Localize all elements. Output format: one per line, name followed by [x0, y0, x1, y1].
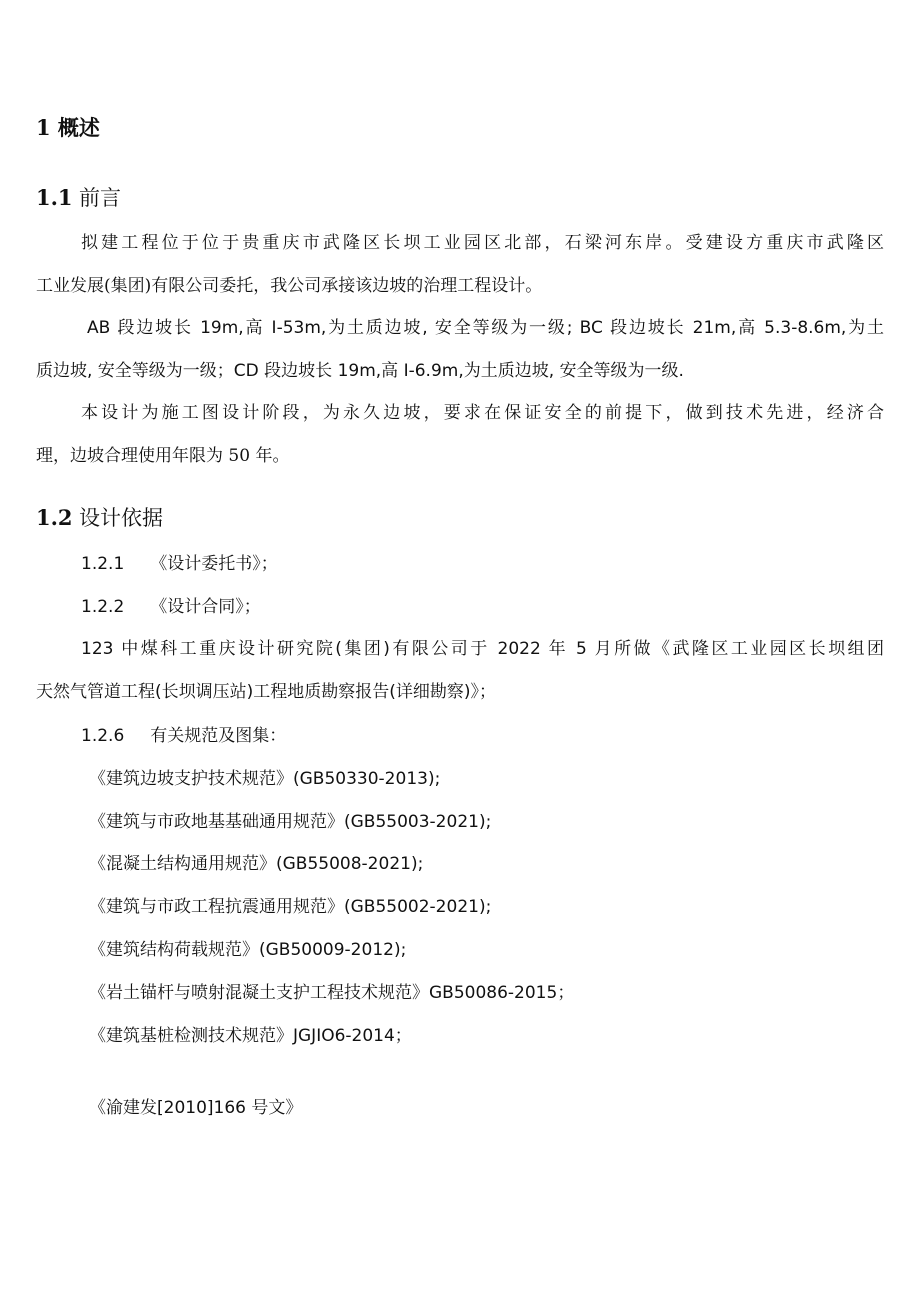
paragraph-line: 理，边坡合理使用年限为 50 年。 [36, 446, 290, 466]
paragraph-line: 本设计为施工图设计阶段，为永久边坡，要求在保证安全的前提下，做到技术先进，经济合 [81, 403, 884, 423]
list-item-1-2-6 [81, 724, 286, 748]
paragraph-line: 123 中煤科工重庆设计研究院(集团)有限公司于 2022 年 5 月所做《武隆区工业园区长坝组团 [81, 639, 884, 659]
list-item-1-2-2 [81, 595, 261, 619]
standard-item: 《建筑结构荷载规范》(GB50009-2012); [89, 940, 407, 960]
standard-item: 《建筑基桩检测技术规范》JGJIO6-2014； [89, 1026, 412, 1046]
paragraph-line: AB 段边坡长 19m,高 I-53m,为土质边坡, 安全等级为一级; BC 段边坡长 21m,高 5.3-8.6m,为土 [87, 318, 884, 338]
item-number: 1.2.6 [81, 726, 125, 746]
section-number: 1.2 [36, 505, 73, 530]
standard-item: 《渝建发[2010]166 号文》 [89, 1098, 303, 1118]
paragraph-line: 质边坡, 安全等级为一级；CD 段边坡长 19m,高 I-6.9m,为土质边坡, 安全等级为一级. [36, 361, 684, 381]
standard-item: 《混凝土结构通用规范》(GB55008-2021); [89, 854, 424, 874]
standard-item: 《岩土锚杆与喷射混凝土支护工程技术规范》GB50086-2015； [89, 983, 575, 1003]
item-text: 《设计委托书》； [150, 554, 278, 574]
item-text: 《设计合同》； [150, 597, 261, 617]
standard-item: 《建筑边坡支护技术规范》(GB50330-2013); [89, 769, 441, 789]
section-title: 前言 [79, 186, 121, 210]
chapter-heading: 1 概述 [36, 115, 100, 140]
standard-item: 《建筑与市政地基基础通用规范》(GB55003-2021); [89, 812, 492, 832]
paragraph-line: 天然气管道工程(长坝调压站)工程地质勘察报告(详细勘察)》； [36, 682, 497, 702]
list-item-1-2-1 [81, 552, 278, 576]
section-heading-1-1 [36, 186, 121, 210]
paragraph-line: 拟建工程位于位于贵重庆市武隆区长坝工业园区北部，石梁河东岸。受建设方重庆市武隆区 [81, 233, 884, 253]
section-number: 1.1 [36, 185, 73, 210]
section-title: 设计依据 [79, 506, 163, 530]
item-number: 1.2.1 [81, 554, 125, 574]
standard-item: 《建筑与市政工程抗震通用规范》(GB55002-2021); [89, 897, 492, 917]
section-heading-1-2 [36, 506, 163, 530]
paragraph-line: 工业发展(集团)有限公司委托，我公司承接该边坡的治理工程设计。 [36, 276, 543, 296]
item-number: 1.2.2 [81, 597, 125, 617]
item-text: 有关规范及图集： [150, 726, 287, 746]
